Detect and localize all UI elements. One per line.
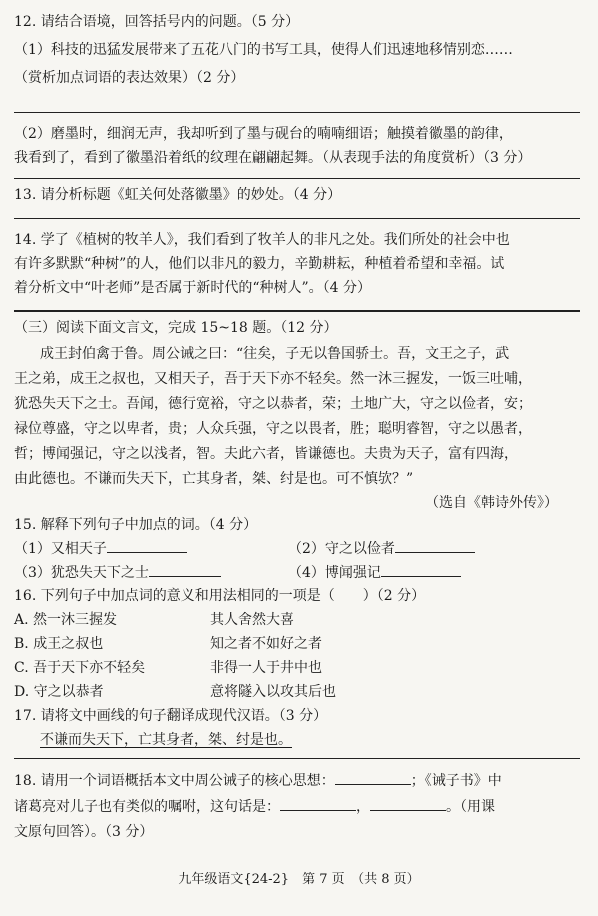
q16-option-c: C. 吾于天下亦不轻矣 [14,660,146,676]
answer-blank[interactable] [107,538,187,553]
passage-source: （选自《韩诗外传》） [425,495,558,511]
q15-title: 15. 解释下列句子中加点的词。（4 分） [14,517,258,533]
answer-line [14,218,580,219]
q14-line2: 有许多默默“种树”的人，他们以非凡的毅力，辛勤耕耘，种植着希望和幸福。试 [14,256,505,272]
passage-line-1: 成王封伯禽于鲁。周公诫之曰：“往矣，子无以鲁国骄士。吾，文王之子，武 [40,346,510,362]
q18-line1: 18. 请用一个词语概括本文中周公诫子的核心思想： ；《诫子书》中 [14,770,580,791]
q12-part2-line2: 我看到了，看到了徽墨沿着纸的纹理在翩翩起舞。（从表现手法的角度赏析）（3 分） [14,150,532,166]
q15-item4: （4）博闻强记 [288,562,461,583]
answer-line [14,112,580,113]
q13-title: 13. 请分析标题《虹关何处落徽墨》的妙处。（4 分） [14,187,342,203]
q15-item1: （1）又相天子 [14,538,187,559]
q12-title: 12. 请结合语境，回答括号内的问题。（5 分） [14,14,300,30]
answer-line [14,310,580,312]
q12-part1: （1）科技的迅猛发展带来了五花八门的书写工具，使得人们迅速地移情别恋…… [14,42,513,58]
q16-option-a-compare: 其人舍然大喜 [210,612,294,628]
q14-line3: 着分析文中“叶老师”是否属于新时代的“种树人”。（4 分） [14,280,371,296]
q17-title: 17. 请将文中画线的句子翻译成现代汉语。（3 分） [14,708,328,724]
q16-option-b-compare: 知之者不如好之者 [210,636,322,652]
answer-line [14,178,580,179]
q15-item2: （2）守之以俭者 [288,538,475,559]
answer-blank[interactable] [335,770,411,785]
q16-option-d-compare: 意将隧入以攻其后也 [210,684,336,700]
q17-sentence: 不谦而失天下，亡其身者，桀、纣是也。 [40,732,292,748]
answer-blank[interactable] [149,562,221,577]
passage-line-4: 禄位尊盛，守之以卑者，贵；人众兵强，守之以畏者，胜；聪明睿智，守之以愚者， [14,421,532,437]
answer-line [14,758,580,759]
q16-title: 16. 下列句子中加点词的意义和用法相同的一项是（ ）（2 分） [14,588,426,604]
passage-line-3: 犹恐失天下之士。吾闻，德行宽裕，守之以恭者，荣；土地广大，守之以俭者，安； [14,396,532,412]
section3-title: （三）阅读下面文言文，完成 15~18 题。（12 分） [14,320,338,336]
q12-part1-task: （赏析加点词语的表达效果）（2 分） [14,70,245,86]
q18-line2: 诸葛亮对儿子也有类似的嘱咐，这句话是： ， 。（用课 [14,796,580,817]
answer-blank[interactable] [381,562,461,577]
q14-line1: 14. 学了《植树的牧羊人》，我们看到了牧羊人的非凡之处。我们所处的社会中也 [14,232,510,248]
passage-line-6: 由此德也。不谦而失天下，亡其身者，桀、纣是也。可不慎欤？” [14,471,414,487]
answer-blank[interactable] [395,538,475,553]
q16-option-b: B. 成王之叔也 [14,636,104,652]
passage-line-5: 哲；博闻强记，守之以浅者，智。夫此六者，皆谦德也。夫贵为天子，富有四海， [14,446,518,462]
answer-blank[interactable] [280,796,356,811]
answer-blank[interactable] [370,796,446,811]
q15-item3: （3）犹恐失天下之士 [14,562,221,583]
q16-option-c-compare: 非得一人于井中也 [210,660,322,676]
q16-option-d: D. 守之以恭者 [14,684,104,700]
page-footer: 九年级语文{24-2} 第 7 页 （共 8 页） [178,872,420,887]
q12-part2-line1: （2）磨墨时，细润无声，我却听到了墨与砚台的喃喃细语；触摸着徽墨的韵律， [14,126,513,142]
q18-line3: 文原句回答）。（3 分） [14,824,154,840]
q16-option-a: A. 然一沐三握发 [14,612,118,628]
passage-line-2: 王之弟，成王之叔也，又相天子，吾于天下亦不轻矣。然一沐三握发，一饭三吐哺， [14,371,532,387]
